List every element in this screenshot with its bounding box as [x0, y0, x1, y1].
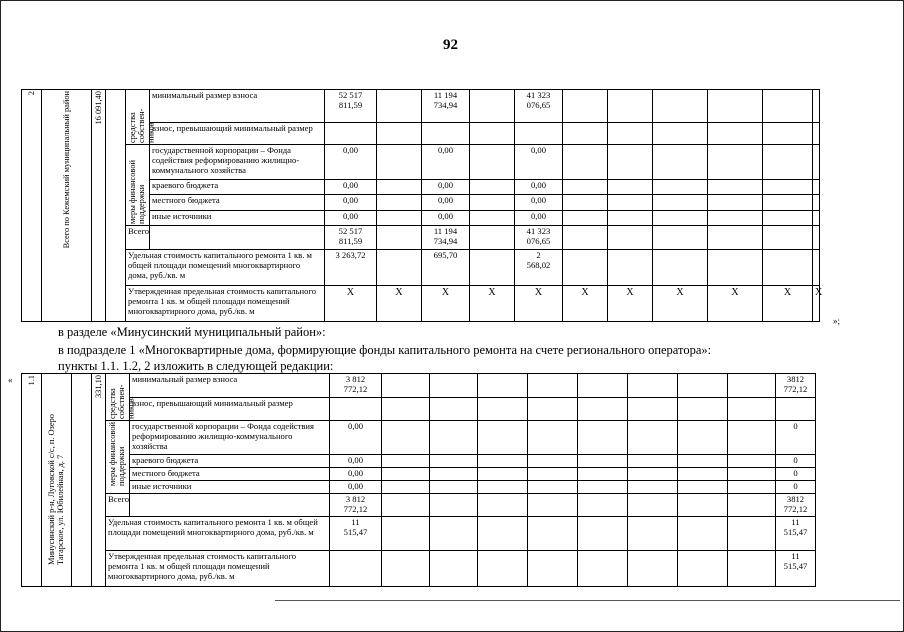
row-label: иные источники: [130, 481, 330, 494]
address-cell: [42, 374, 72, 587]
value-cell: 0,00: [325, 210, 377, 225]
district-name: Всего по Кежемский муниципальный район: [61, 91, 71, 249]
row-label: краевого бюджета: [130, 455, 330, 468]
total-area: 331,10: [94, 375, 103, 399]
limit-cost-value: [330, 550, 382, 586]
limit-mark: X: [470, 286, 515, 322]
limit-mark: X: [377, 286, 422, 322]
table-kezhemsky: [21, 89, 823, 322]
row-number: 1.1: [26, 375, 36, 386]
value-cell: 0,00: [515, 145, 563, 180]
total-label: Всего: [106, 494, 130, 517]
value-cell: 0,00: [515, 179, 563, 194]
limit-cost-value: 11 515,47: [776, 550, 816, 586]
limit-mark: X: [325, 286, 377, 322]
row-label: краевого бюджета: [150, 179, 325, 194]
row-label: минимальный размер взноса: [150, 90, 325, 123]
bottom-rule: [275, 600, 900, 601]
limit-mark: X: [608, 286, 653, 322]
value-cell: 3812 772,12: [776, 374, 816, 398]
value-cell: 0,00: [422, 210, 470, 225]
total-label: Всего: [126, 226, 150, 250]
row-number-cell: [22, 90, 42, 322]
value-cell: 11 194 734,94: [422, 90, 470, 123]
row-label: государственной корпорации – Фонда содействия реформированию жилищно-коммунального хозяйства: [150, 145, 325, 180]
value-cell: 0,00: [325, 179, 377, 194]
total-area: 16 091,40: [94, 91, 103, 125]
value-cell: 0,00: [515, 195, 563, 210]
blank-column: [72, 374, 92, 587]
group-financial-support: меры финансовой поддержки: [106, 421, 130, 494]
area-cell: [92, 90, 106, 322]
group-own-funds: средства собствен-ников: [106, 374, 130, 421]
total-value: 3812 772,12: [776, 494, 816, 517]
row-label: взнос, превышающий минимальный размер: [150, 122, 325, 144]
row-label: минимальный размер взноса: [130, 374, 330, 398]
limit-cost-label: Утвержденная предельная стоимость капитального ремонта 1 кв. м общей площади помещений многоквартирного дома, руб./кв. м: [106, 550, 330, 586]
value-cell: 0: [776, 481, 816, 494]
closing-quote: »;: [833, 316, 841, 326]
total-value: 11 194 734,94: [422, 226, 470, 250]
value-cell: 0,00: [330, 468, 382, 481]
value-cell: 3 812 772,12: [330, 374, 382, 398]
value-cell: 0,00: [422, 179, 470, 194]
limit-mark: X: [653, 286, 708, 322]
paragraph-section: в разделе «Минусинский муниципальный район»:: [58, 325, 326, 339]
value-cell: 0,00: [422, 195, 470, 210]
unit-cost-label: Удельная стоимость капитального ремонта 1 кв. м общей площади помещений многоквартирного дома, руб./кв. м: [106, 516, 330, 550]
group-own-funds: средства собствен-ников: [126, 90, 150, 145]
unit-cost-label: Удельная стоимость капитального ремонта 1 кв. м общей площади помещений многоквартирного дома, руб./кв. м: [126, 250, 325, 286]
total-value: 3 812 772,12: [330, 494, 382, 517]
paragraph-items: пункты 1.1. 1.2, 2 изложить в следующей редакции:: [58, 359, 334, 373]
unit-cost-value: 695,70: [422, 250, 470, 286]
value-cell: 0: [776, 468, 816, 481]
limit-mark: X: [763, 286, 813, 322]
paragraph-subsection: в подразделе 1 «Многоквартирные дома, формирующие фонды капитального ремонта на счете регионального оператора»:: [58, 343, 712, 357]
total-value: 52 517 811,59: [325, 226, 377, 250]
row-label: местного бюджета: [130, 468, 330, 481]
unit-cost-value: 11 515,47: [776, 516, 816, 550]
limit-mark: X: [708, 286, 763, 322]
value-cell: 0,00: [422, 145, 470, 180]
value-cell: 0,00: [325, 195, 377, 210]
margin-quote: «: [8, 375, 13, 385]
value-cell: 0,00: [330, 481, 382, 494]
value-cell: 52 517 811,59: [325, 90, 377, 123]
unit-cost-value: 2 568,02: [515, 250, 563, 286]
row-number: 2: [26, 91, 36, 96]
limit-cost-label: Утвержденная предельная стоимость капитального ремонта 1 кв. м общей площади помещений многоквартирного дома, руб./кв. м: [126, 286, 325, 322]
limit-mark: X: [563, 286, 608, 322]
value-cell: 41 323 076,65: [515, 90, 563, 123]
address: Минусинский р-н, Луговской с/с, п. Озеро Тагарское, ул. Юбилейная, д. 7: [47, 414, 66, 565]
row-label: местного бюджета: [150, 195, 325, 210]
value-cell: 0: [776, 421, 816, 455]
limit-mark: X: [422, 286, 470, 322]
value-cell: 0,00: [515, 210, 563, 225]
limit-mark: X: [515, 286, 563, 322]
row-label: государственной корпорации – Фонда содействия реформированию жилищно-коммунального хозяйства: [130, 421, 330, 455]
value-cell: 0,00: [330, 421, 382, 455]
unit-cost-value: 11 515,47: [330, 516, 382, 550]
value-cell: 0,00: [330, 455, 382, 468]
group-financial-support: меры финансовой поддержки: [126, 145, 150, 226]
value-cell: 0,00: [325, 145, 377, 180]
district-cell: [42, 90, 92, 322]
unit-cost-value: 3 263,72: [325, 250, 377, 286]
row-label: иные источники: [150, 210, 325, 225]
total-value: 41 323 076,65: [515, 226, 563, 250]
row-label: взнос, превышающий минимальный размер: [130, 397, 330, 420]
row-number-cell: [22, 374, 42, 587]
blank-column: [106, 90, 126, 322]
table-minusinsk: [21, 373, 816, 587]
limit-mark: X: [813, 286, 820, 322]
value-cell: 0: [776, 455, 816, 468]
page-number: 92: [443, 37, 458, 53]
area-cell: [92, 374, 106, 587]
